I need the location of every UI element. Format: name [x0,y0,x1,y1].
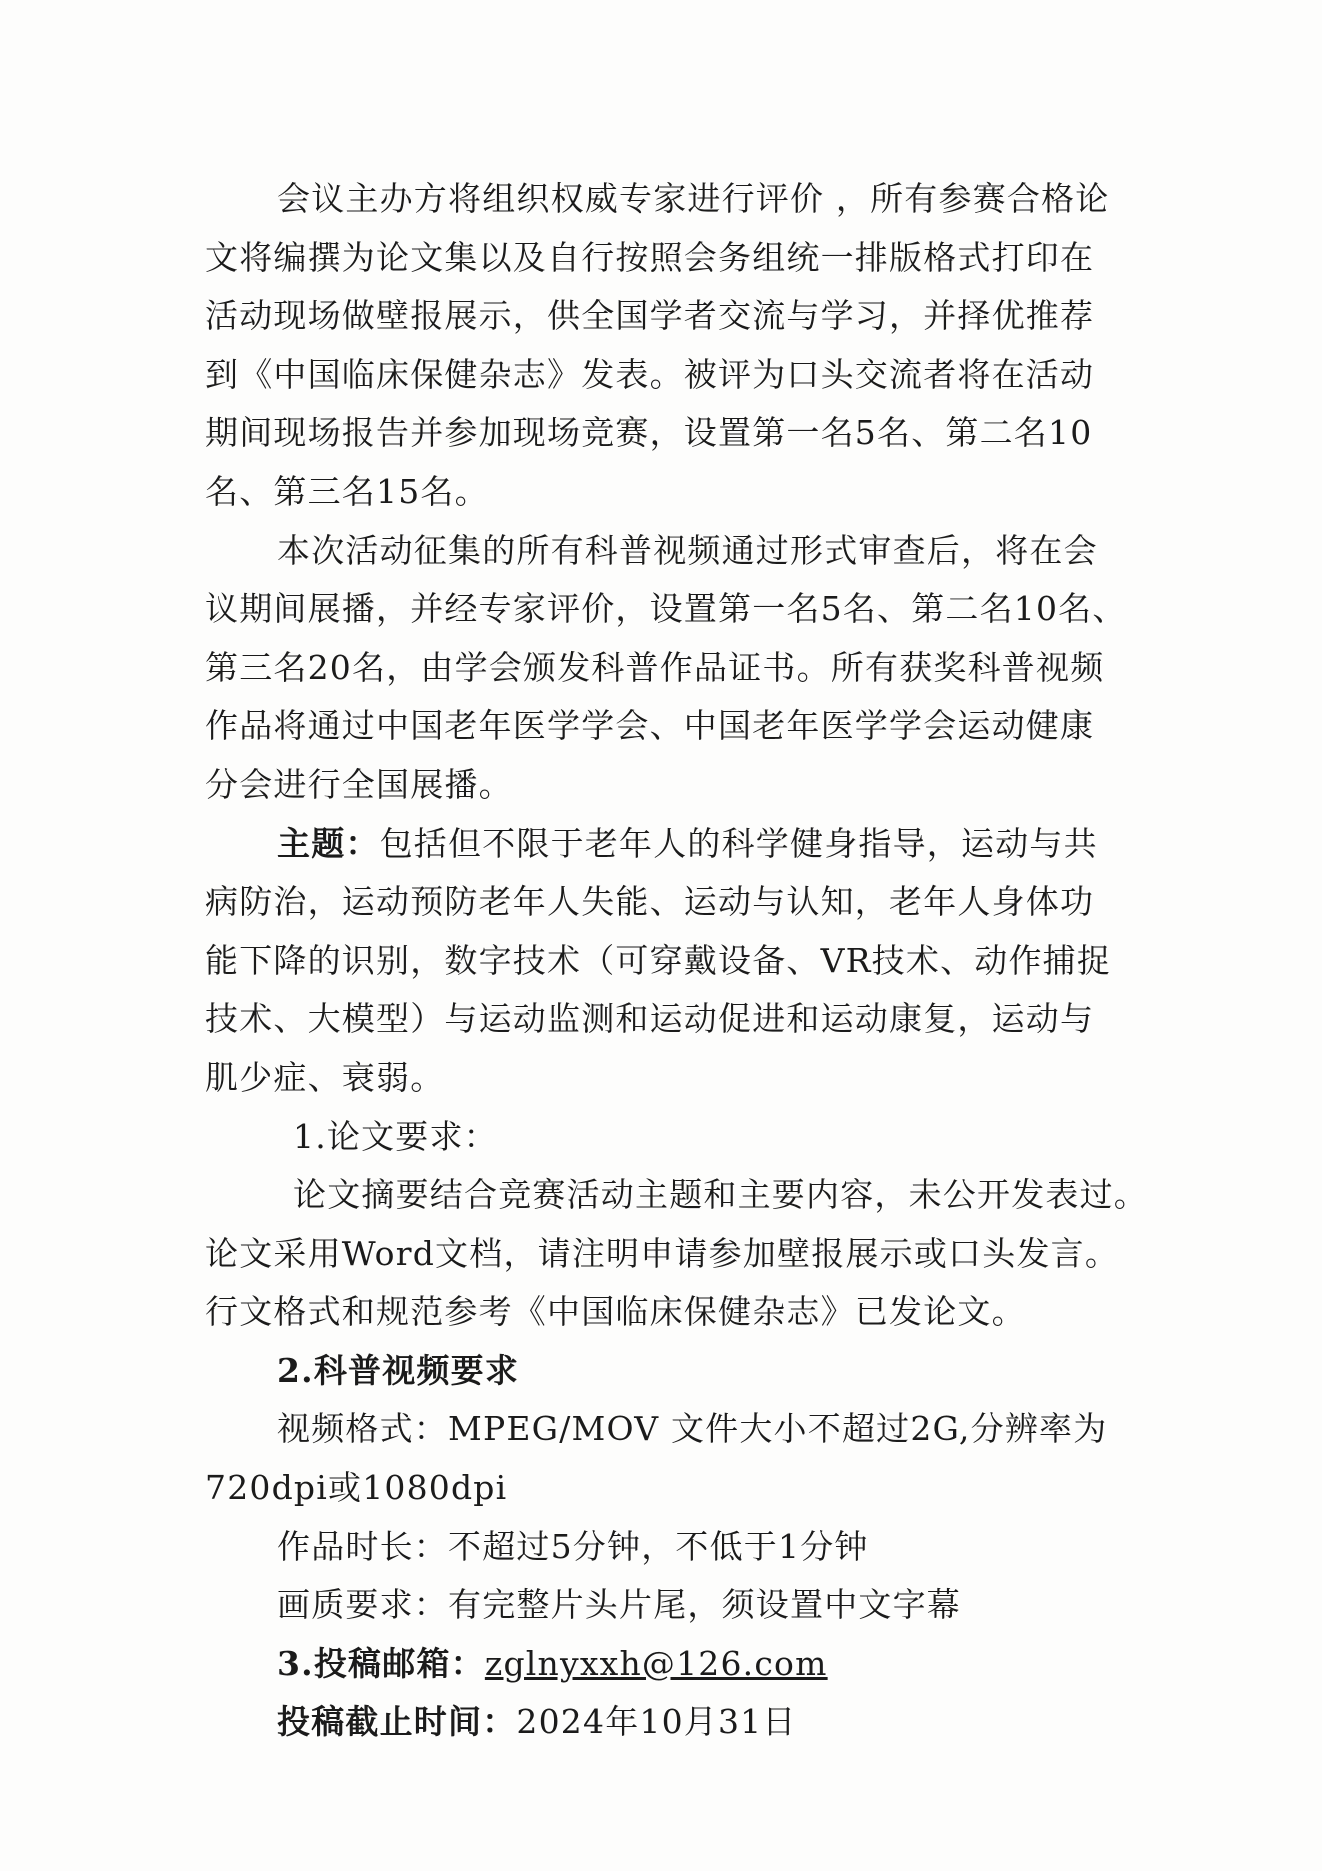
theme-line: 能下降的识别，数字技术（可穿戴设备、VR技术、动作捕捉 [205,940,1112,980]
section-1-line: 论文采用Word文档，请注明申请参加壁报展示或口头发言。 [205,1233,1120,1273]
theme-line: 病防治，运动预防老年人失能、运动与认知，老年人身体功 [205,882,1095,922]
section-1-line: 行文格式和规范参考《中国临床保健杂志》已发论文。 [205,1292,1026,1332]
theme-line: 肌少症、衰弱。 [205,1057,445,1097]
paragraph-2-line: 分会进行全国展播。 [205,764,513,804]
theme-text: 包括但不限于老年人的科学健身指导，运动与共 [379,823,1098,863]
paragraph-1-line: 会议主办方将组织权威专家进行评价 ，所有参赛合格论 [277,179,1110,218]
section-2-line: 720dpi或1080dpi [205,1468,508,1508]
section-2-line: 作品时长：不超过5分钟，不低于1分钟 [277,1526,869,1566]
paragraph-1-line: 到《中国临床保健杂志》发表。被评为口头交流者将在活动 [205,354,1095,394]
theme-label: 主题： [277,823,380,863]
section-2-line: 视频格式：MPEG/MOV 文件大小不超过2G,分辨率为 [277,1409,1108,1449]
deadline-line [205,1693,1125,1752]
paragraph-2-line: 议期间展播，并经专家评价，设置第一名5名、第二名10名、 [205,589,1127,629]
theme-first-line [205,815,1125,874]
paragraph-2-line: 第三名20名，由学会颁发科普作品证书。所有获奖科普视频 [205,647,1105,687]
document-body [205,170,1148,1752]
paragraph-1-line: 文将编撰为论文集以及自行按照会务组统一排版格式打印在 [205,237,1095,277]
paragraph-2-line: 本次活动征集的所有科普视频通过形式审查后，将在会 [277,530,1098,570]
section-2-heading: 2.科普视频要求 [277,1350,520,1390]
section-1-heading: 1.论文要求： [293,1116,498,1156]
submission-email-line [205,1635,1125,1694]
theme-line: 技术、大模型）与运动监测和运动促进和运动康复，运动与 [205,999,1095,1039]
section-2-line: 画质要求：有完整片头片尾，须设置中文字幕 [277,1585,961,1625]
deadline-label: 投稿截止时间： [277,1702,517,1742]
submission-email-link[interactable]: zglnyxxh@126.com [484,1643,828,1683]
section-1-line: 论文摘要结合竞赛活动主题和主要内容，未公开发表过。 [293,1175,1148,1215]
submission-email-label: 3.投稿邮箱： [277,1643,485,1683]
paragraph-1-line: 名、第三名15名。 [205,471,489,511]
paragraph-1-line: 活动现场做壁报展示，供全国学者交流与学习，并择优推荐 [205,296,1095,336]
paragraph-2-line: 作品将通过中国老年医学学会、中国老年医学学会运动健康 [205,706,1095,746]
deadline-value: 2024年10月31日 [516,1702,797,1742]
paragraph-1-line: 期间现场报告并参加现场竞赛，设置第一名5名、第二名10 [205,413,1093,453]
